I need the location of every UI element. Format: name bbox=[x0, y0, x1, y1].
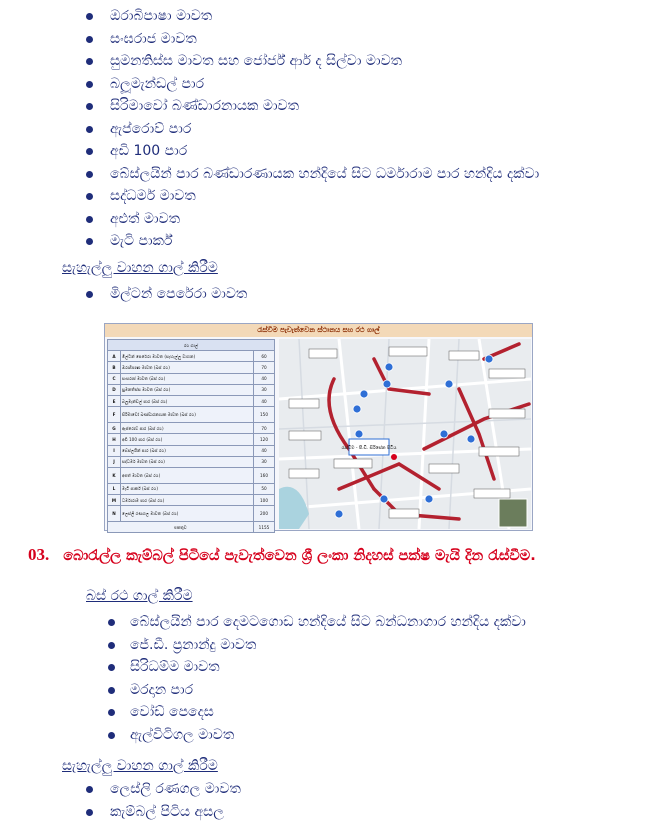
table-row: D සුමනතිස්ස මාවත (බස් රථ) 30 bbox=[108, 384, 275, 395]
table-row: H අඩි 100 පාර (බස් රථ) 120 bbox=[108, 434, 275, 445]
bullet-icon bbox=[108, 642, 115, 649]
list-item: ඇල්විටිගල මාවත bbox=[0, 724, 526, 747]
figure-title: රැස්වීම පැවැත්වෙන ස්ථානය සහ රථ ගාල් bbox=[105, 324, 532, 337]
list-item: මැටි පාර්ක් bbox=[0, 230, 539, 253]
parking-map-figure bbox=[104, 323, 533, 531]
venue-label: රැස්වීම - පී.ඩී. සිරිසේන පිටිය bbox=[341, 446, 397, 451]
table-row: N ලෙස්ලි රණගල මාවත (බස් රථ) 200 bbox=[108, 506, 275, 522]
bullet-icon bbox=[86, 193, 93, 200]
light-vehicle-list bbox=[0, 778, 241, 823]
list-item: සිරිධම්ම මාවත bbox=[0, 656, 526, 679]
bullet-icon bbox=[86, 148, 93, 155]
list-item: සද්ධර්ම මාවත bbox=[0, 185, 539, 208]
table-row: E බලූමැන්ඩල් පාර (බස් රථ) 40 bbox=[108, 395, 275, 406]
bullet-icon bbox=[86, 216, 93, 223]
parking-table bbox=[107, 339, 275, 533]
bullet-icon bbox=[86, 238, 93, 245]
list-item: සිරිමාවෝ බණ්ඩාරනායක මාවත bbox=[0, 95, 539, 118]
table-row: B ඔරාබිපාෂා මාවත (බස් රථ) 70 bbox=[108, 362, 275, 373]
list-item: මිල්ටන් පෙරේරා මාවත bbox=[0, 283, 247, 306]
table-row: J සද්ධර්ම මාවත (බස් රථ) 30 bbox=[108, 456, 275, 467]
list-item: ඔරාබිපාෂා මාවත bbox=[0, 5, 539, 28]
bus-parking-heading: බස් රථ ගාල් කිරීම bbox=[86, 588, 193, 604]
table-row: M ධර්මාරාම පාර (බස් රථ) 100 bbox=[108, 495, 275, 506]
table-row: I බේස්ලයින් පාර (බස් රථ) 40 bbox=[108, 445, 275, 456]
list-item: සුමනතිස්ස මාවත සහ ජෝර්ජ් ආර් ද සිල්වා මාවත bbox=[0, 50, 539, 73]
bullet-icon bbox=[86, 81, 93, 88]
table-total-row: එකතුව 1155 bbox=[108, 522, 275, 533]
bullet-icon bbox=[108, 732, 115, 739]
list-item: බේස්ලයින් පාර දෙමටගොඩ හන්දියේ සිට බන්ධනාගාර හන්දිය දක්වා bbox=[0, 611, 526, 634]
list-item: ජේ.ඩී. ප්‍රනාන්දු මාවත bbox=[0, 634, 526, 657]
table-row: L මැටි පාර්ක් (බස් රථ) 50 bbox=[108, 483, 275, 494]
bullet-icon bbox=[86, 36, 93, 43]
table-row: G ඇප්රොව් පාර (බස් රථ) 70 bbox=[108, 423, 275, 434]
parking-list-1 bbox=[0, 5, 539, 253]
table-row: C සංඝරාජ මාවත (බස් රථ) 40 bbox=[108, 373, 275, 384]
parking-map bbox=[279, 339, 531, 529]
parking-list-2 bbox=[0, 283, 247, 306]
table-row: K අළුත් මාවත (බස් රථ) 160 bbox=[108, 467, 275, 483]
table-header: රථ ගාල් bbox=[108, 340, 275, 351]
bullet-icon bbox=[86, 103, 93, 110]
section-03-heading: 03. බොරැල්ල කැම්බල් පිටියේ පැවැත්වෙන ශ්‍රී ලංකා නිදහස් පක්ෂ මැයි දින රැස්වීම. bbox=[28, 545, 536, 564]
bullet-icon bbox=[86, 58, 93, 65]
bullet-icon bbox=[86, 171, 93, 178]
light-vehicle-heading: සැහැල්ලු වාහන ගාල් කිරීම bbox=[62, 260, 218, 276]
list-item: වෝඩ් පෙදෙස bbox=[0, 701, 526, 724]
bullet-icon bbox=[108, 664, 115, 671]
light-vehicle-heading-2: සැහැල්ලු වාහන ගාල් කිරීම bbox=[62, 758, 218, 774]
satellite-thumbnail bbox=[499, 499, 527, 527]
table-row: A මිල්ටන් පෙරේරා මාවත (සැහැල්ලු වාහන) 60 bbox=[108, 351, 275, 362]
list-item: ලෙස්ලි රණගල මාවත bbox=[0, 778, 241, 801]
bullet-icon bbox=[86, 291, 93, 298]
list-item: අඩි 100 පාර bbox=[0, 140, 539, 163]
bullet-icon bbox=[86, 786, 93, 793]
bullet-icon bbox=[86, 13, 93, 20]
bus-parking-list bbox=[0, 611, 526, 746]
bullet-icon bbox=[108, 709, 115, 716]
bullet-icon bbox=[86, 126, 93, 133]
list-item: සංඝරාජ මාවත bbox=[0, 28, 539, 51]
list-item: ඇප්රොව් පාර bbox=[0, 118, 539, 141]
list-item: අළුත් මාවත bbox=[0, 208, 539, 231]
list-item: බේස්ලයින් පාර බණ්ඩාරණායක හන්දියේ සිට ධර්මාරාම පාර හන්දිය දක්වා bbox=[0, 163, 539, 186]
list-item: කැම්බල් පිටිය අසල bbox=[0, 801, 241, 824]
table-row: F සිරිමාවෝ බණ්ඩාරනායක මාවත (බස් රථ) 150 bbox=[108, 407, 275, 423]
bullet-icon bbox=[86, 809, 93, 816]
bullet-icon bbox=[108, 687, 115, 694]
list-item: මරදාන පාර bbox=[0, 679, 526, 702]
bullet-icon bbox=[108, 619, 115, 626]
list-item: බලූමැන්ඩල් පාර bbox=[0, 73, 539, 96]
